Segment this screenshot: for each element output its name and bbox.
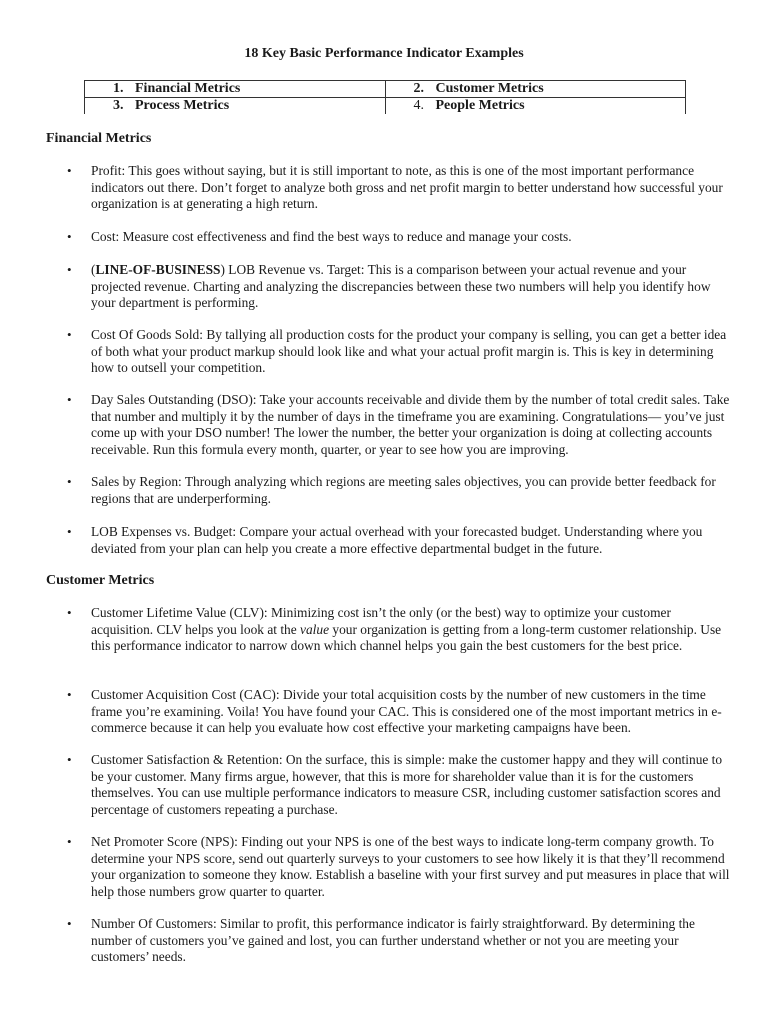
bullet-icon: • [67, 524, 72, 539]
list-item-text: Day Sales Outstanding (DSO): Take your accounts receivable and divide them by the number of total credit sales. Take that number and multiply it by the number of days in the timeframe you are examining. Congratulations— you’ve just come up with your DSO number! The lower the number, the better your organization is doing at collecting accounts receivable. Run this formula every month, quarter, or year to see how you are improving. [91, 392, 730, 457]
item-number: 2. [413, 81, 424, 96]
table-cell [85, 81, 386, 98]
list-item [0, 262, 768, 312]
item-number: 3. [113, 98, 124, 113]
list-item [0, 752, 768, 818]
bullet-icon: • [67, 262, 72, 277]
table-cell [385, 81, 686, 98]
list-item [0, 687, 768, 737]
table-row [85, 98, 686, 115]
bullet-icon: • [67, 834, 72, 849]
bullet-icon: • [67, 163, 72, 178]
list-item-text: Cost Of Goods Sold: By tallying all production costs for the product your company is selling, you can get a better idea of both what your product markup should look like and what your actual profit margin is. This is key in determining how to outsell your competition. [91, 327, 727, 375]
list-item [0, 392, 768, 458]
list-item-text: LOB Expenses vs. Budget: Compare your actual overhead with your forecasted budget. Understanding where you deviated from your plan can help you create a more effective departmental budget in the future. [91, 524, 703, 556]
list-item-text: Profit: This goes without saying, but it is still important to note, as this is one of the most important performance indicators out there. Don’t forget to analyze both gross and net profit margin to better understand how successful your organization is at generating a high return. [91, 163, 723, 211]
list-item [0, 163, 768, 213]
item-number: 1. [113, 81, 124, 96]
list-item-text: Net Promoter Score (NPS): Finding out your NPS is one of the best ways to indicate long-term company growth. To determine your NPS score, send out quarterly surveys to your customers to see how likely it is that they’ll recommend your organization to someone they know. Establish a baseline with your first survey and put measures in place that will help those numbers grow quarter to quarter. [91, 834, 730, 899]
clv-text-end: your organization is getting from a long-term customer relationship. Use this performance indicator to narrow down which channel helps you gain the best customers for the best price. [91, 621, 722, 653]
list-item-text: Cost: Measure cost effectiveness and find the best ways to reduce and manage your costs. [91, 229, 572, 244]
bullet-icon: • [67, 474, 72, 489]
section-heading-customer: Customer Metrics [46, 573, 155, 588]
list-item [0, 834, 768, 900]
list-item-text: Customer Satisfaction & Retention: On the surface, this is simple: make the customer happy and they will continue to be your customer. Many firms argue, however, that this is more for shareholder value than it is for the customers themselves. You can use multiple performance indicators to measure CSR, including customer satisfaction scores and percentage of customers repeating a purchase. [91, 752, 723, 817]
list-item [0, 916, 768, 966]
item-number: 4. [413, 98, 424, 113]
table-cell [385, 98, 686, 115]
item-label: People Metrics [435, 98, 525, 113]
item-label: Customer Metrics [435, 81, 544, 96]
lob-description: ) LOB Revenue vs. Target: This is a comparison between your actual revenue and your projected revenue. Charting and analyzing the discrepancies between these two numbers will help you identify how your department is performing. [91, 262, 711, 310]
bullet-icon: • [67, 392, 72, 407]
table-row [85, 81, 686, 98]
document-title: 18 Key Basic Performance Indicator Examples [244, 46, 524, 61]
bullet-icon: • [67, 605, 72, 620]
metrics-index-table [84, 80, 686, 114]
bullet-icon: • [67, 752, 72, 767]
value-emphasis: value [300, 621, 330, 637]
list-item-text: Sales by Region: Through analyzing which regions are meeting sales objectives, you can provide better feedback for regions that are underperforming. [91, 474, 716, 506]
list-item-text: Number Of Customers: Similar to profit, this performance indicator is fairly straightforward. By determining the number of customers you’ve gained and lost, you can further understand whether or not you are meeting your customers’ needs. [91, 916, 695, 964]
clv-text-start: Customer Lifetime Value (CLV): Minimizing cost isn’t the only (or the best) way to optimize your customer acquisition. CLV helps you look at the [91, 605, 671, 637]
item-label: Financial Metrics [135, 81, 241, 96]
section-heading-financial: Financial Metrics [46, 131, 152, 146]
table-cell [85, 98, 386, 115]
list-item [0, 524, 768, 557]
list-item [0, 229, 610, 246]
item-label: Process Metrics [135, 98, 230, 113]
bullet-icon: • [67, 687, 72, 702]
paren-text: ( [91, 262, 96, 277]
list-item-text [91, 605, 721, 653]
list-item [0, 327, 768, 377]
bullet-icon: • [67, 229, 72, 244]
list-item [0, 605, 768, 655]
list-item-text [91, 262, 711, 310]
lob-term: LINE-OF-BUSINESS [95, 262, 221, 277]
list-item-text: Customer Acquisition Cost (CAC): Divide your total acquisition costs by the number of new customers in the time frame you’re examining. Voila! You have found your CAC. This is considered one of the most important metrics in e-commerce because it can help you evaluate how cost effective your marketing campaigns have been. [91, 687, 722, 735]
bullet-icon: • [67, 327, 72, 342]
bullet-icon: • [67, 916, 72, 931]
list-item [0, 474, 768, 507]
